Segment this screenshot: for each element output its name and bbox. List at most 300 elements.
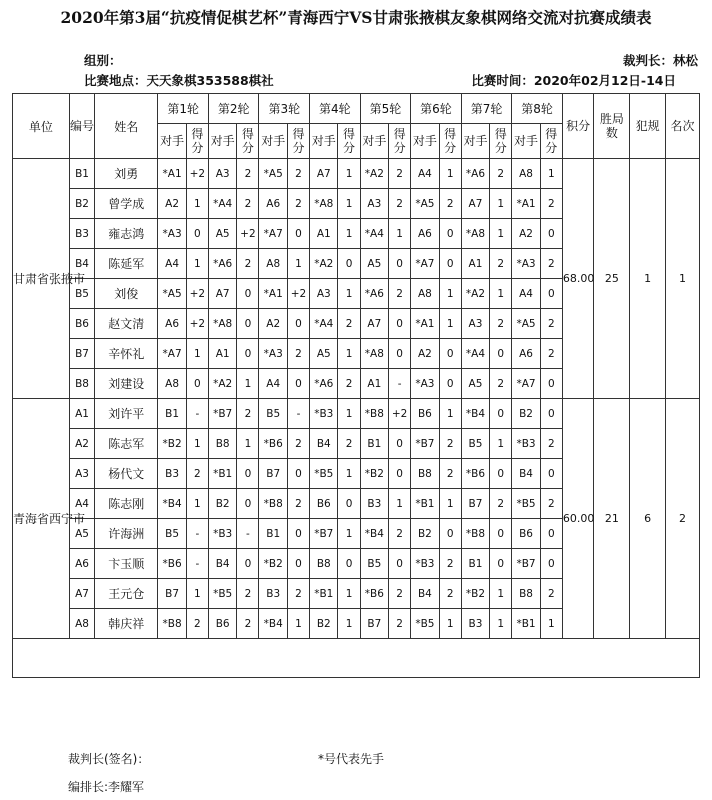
opponent-cell: B6	[310, 489, 338, 519]
round-header: 第2轮	[208, 94, 259, 124]
score-cell: 1	[338, 519, 360, 549]
score-cell: +2	[186, 309, 208, 339]
player-number: A5	[69, 519, 94, 549]
referee-signature: 裁判长(签名)：	[68, 752, 150, 766]
score-cell: 0	[287, 459, 309, 489]
opponent-cell: *A2	[360, 159, 388, 189]
opponent-cell: A8	[411, 279, 439, 309]
player-name: 刘勇	[95, 159, 158, 189]
score-cell: 0	[540, 519, 562, 549]
team-rank: 1	[666, 159, 700, 399]
player-number: B2	[69, 189, 94, 219]
score-cell: 1	[490, 609, 512, 639]
opponent-cell: B3	[461, 609, 489, 639]
player-name: 王元仓	[95, 579, 158, 609]
score-cell: 1	[338, 189, 360, 219]
score-cell: 0	[439, 219, 461, 249]
arbiter-label: 编排长:李耀军	[68, 780, 145, 794]
opponent-cell: B2	[208, 489, 236, 519]
table-row	[13, 159, 700, 189]
score-cell: -	[237, 519, 259, 549]
opponent-cell: *A1	[411, 309, 439, 339]
player-number: B3	[69, 219, 94, 249]
opponent-header: 对手	[158, 124, 186, 159]
player-number: A1	[69, 399, 94, 429]
opponent-cell: *B7	[208, 399, 236, 429]
player-name: 杨代文	[95, 459, 158, 489]
score-cell: 2	[237, 399, 259, 429]
opponent-cell: *B4	[259, 609, 287, 639]
score-cell: +2	[389, 399, 411, 429]
score-header: 得分	[389, 124, 411, 159]
player-name: 刘俊	[95, 279, 158, 309]
opponent-cell: A4	[512, 279, 540, 309]
wins-header: 胜局数	[594, 94, 630, 159]
opponent-cell: *A7	[411, 249, 439, 279]
score-cell: 0	[389, 459, 411, 489]
player-name: 陈志刚	[95, 489, 158, 519]
opponent-header: 对手	[208, 124, 236, 159]
player-name: 雍志鸿	[95, 219, 158, 249]
score-cell: 0	[338, 549, 360, 579]
opponent-cell: A1	[208, 339, 236, 369]
score-cell: 0	[389, 549, 411, 579]
player-number: B6	[69, 309, 94, 339]
score-cell: 1	[439, 279, 461, 309]
opponent-cell: *B5	[512, 489, 540, 519]
score-cell: +2	[186, 159, 208, 189]
opponent-cell: A2	[259, 309, 287, 339]
opponent-cell: A6	[158, 309, 186, 339]
round-header: 第3轮	[259, 94, 310, 124]
score-header: 得分	[287, 124, 309, 159]
opponent-cell: B6	[512, 519, 540, 549]
score-cell: 0	[287, 309, 309, 339]
score-cell: 2	[389, 159, 411, 189]
opponent-cell: A8	[158, 369, 186, 399]
opponent-header: 对手	[310, 124, 338, 159]
player-number: B4	[69, 249, 94, 279]
referee-label: 裁判长：林松	[622, 53, 698, 68]
opponent-cell: B4	[411, 579, 439, 609]
player-number: A3	[69, 459, 94, 489]
opponent-cell: *B2	[259, 549, 287, 579]
opponent-cell: *A5	[512, 309, 540, 339]
score-cell: 0	[389, 249, 411, 279]
score-cell: 2	[389, 609, 411, 639]
score-header: 得分	[439, 124, 461, 159]
score-cell: 2	[287, 489, 309, 519]
points-header: 积分	[562, 94, 594, 159]
score-cell: 0	[338, 249, 360, 279]
score-cell: 2	[490, 159, 512, 189]
player-name: 许海洲	[95, 519, 158, 549]
team-wins: 21	[594, 399, 630, 639]
opponent-cell: *A4	[208, 189, 236, 219]
score-cell: 2	[237, 159, 259, 189]
score-cell: 2	[237, 579, 259, 609]
first-move-note: *号代表先手	[318, 752, 385, 766]
opponent-cell: *A7	[512, 369, 540, 399]
score-cell: 0	[237, 459, 259, 489]
score-cell: 1	[338, 609, 360, 639]
score-cell: 2	[439, 549, 461, 579]
opponent-cell: A3	[461, 309, 489, 339]
player-number: A4	[69, 489, 94, 519]
opponent-cell: *B1	[411, 489, 439, 519]
opponent-cell: *A3	[158, 219, 186, 249]
score-cell: -	[186, 549, 208, 579]
score-cell: +2	[186, 279, 208, 309]
opponent-cell: *B6	[461, 459, 489, 489]
score-cell: 2	[287, 189, 309, 219]
opponent-cell: A3	[208, 159, 236, 189]
opponent-cell: A6	[512, 339, 540, 369]
opponent-cell: *B2	[158, 429, 186, 459]
opponent-cell: B1	[360, 429, 388, 459]
opponent-cell: *B5	[310, 459, 338, 489]
opponent-cell: *A3	[259, 339, 287, 369]
team-fouls: 6	[630, 399, 666, 639]
score-cell: 1	[490, 219, 512, 249]
opponent-cell: A1	[461, 249, 489, 279]
opponent-cell: A7	[461, 189, 489, 219]
opponent-cell: *B8	[158, 609, 186, 639]
score-cell: 2	[338, 309, 360, 339]
score-cell: 2	[439, 459, 461, 489]
opponent-cell: A8	[259, 249, 287, 279]
opponent-cell: *B8	[360, 399, 388, 429]
opponent-cell: *B6	[259, 429, 287, 459]
score-cell: +2	[287, 279, 309, 309]
score-header: 得分	[540, 124, 562, 159]
player-name: 刘许平	[95, 399, 158, 429]
score-cell: 2	[490, 489, 512, 519]
opponent-cell: B1	[259, 519, 287, 549]
opponent-header: 对手	[411, 124, 439, 159]
player-name: 陈志军	[95, 429, 158, 459]
score-cell: 1	[490, 279, 512, 309]
opponent-cell: *A5	[259, 159, 287, 189]
opponent-cell: B8	[310, 549, 338, 579]
group-label: 组别：	[84, 53, 122, 68]
player-number: A7	[69, 579, 94, 609]
opponent-cell: *A4	[310, 309, 338, 339]
opponent-cell: *B7	[411, 429, 439, 459]
opponent-cell: B4	[512, 459, 540, 489]
score-cell: 1	[439, 399, 461, 429]
player-name: 韩庆祥	[95, 609, 158, 639]
score-cell: 0	[439, 369, 461, 399]
opponent-cell: B3	[158, 459, 186, 489]
score-cell: -	[389, 369, 411, 399]
opponent-cell: B1	[158, 399, 186, 429]
player-number: B5	[69, 279, 94, 309]
opponent-cell: *B1	[512, 609, 540, 639]
team-rank: 2	[666, 399, 700, 639]
player-number: B1	[69, 159, 94, 189]
score-cell: 1	[439, 159, 461, 189]
opponent-cell: A7	[310, 159, 338, 189]
score-cell: 1	[490, 579, 512, 609]
score-header: 得分	[186, 124, 208, 159]
time-label: 比赛时间：2020年02月12日-14日	[471, 73, 676, 88]
score-cell: 2	[540, 189, 562, 219]
score-header: 得分	[338, 124, 360, 159]
opponent-cell: B5	[158, 519, 186, 549]
round-header: 第6轮	[411, 94, 462, 124]
score-cell: 2	[490, 309, 512, 339]
score-cell: 1	[338, 219, 360, 249]
score-cell: 2	[439, 579, 461, 609]
score-cell: 2	[389, 189, 411, 219]
results-table	[12, 93, 700, 678]
score-cell: 1	[389, 489, 411, 519]
score-cell: 0	[287, 219, 309, 249]
score-cell: 0	[389, 309, 411, 339]
opponent-cell: *A8	[360, 339, 388, 369]
score-cell: 1	[439, 309, 461, 339]
team-fouls: 1	[630, 159, 666, 399]
opponent-cell: *B8	[259, 489, 287, 519]
opponent-cell: *A2	[310, 249, 338, 279]
score-cell: 2	[490, 249, 512, 279]
score-cell: +2	[237, 219, 259, 249]
opponent-cell: *B5	[411, 609, 439, 639]
opponent-cell: *A7	[158, 339, 186, 369]
score-cell: 0	[237, 309, 259, 339]
page-title: 2020年第3届“抗疫情促棋艺杯”青海西宁VS甘肃张掖棋友象棋网络交流对抗赛成绩表	[60, 8, 652, 27]
player-name: 赵文清	[95, 309, 158, 339]
score-cell: 1	[338, 159, 360, 189]
opponent-cell: *A5	[158, 279, 186, 309]
round-header: 第1轮	[158, 94, 209, 124]
score-cell: 1	[490, 189, 512, 219]
opponent-header: 对手	[461, 124, 489, 159]
opponent-cell: A6	[411, 219, 439, 249]
score-cell: 1	[186, 579, 208, 609]
opponent-cell: B7	[360, 609, 388, 639]
score-cell: 2	[439, 429, 461, 459]
opponent-cell: B8	[411, 459, 439, 489]
score-cell: 0	[237, 279, 259, 309]
score-cell: 2	[237, 189, 259, 219]
score-cell: -	[186, 519, 208, 549]
score-cell: 2	[540, 339, 562, 369]
score-cell: 0	[237, 549, 259, 579]
opponent-cell: *A3	[411, 369, 439, 399]
player-name: 刘建设	[95, 369, 158, 399]
opponent-cell: B5	[259, 399, 287, 429]
opponent-cell: *A4	[360, 219, 388, 249]
opponent-cell: *A6	[310, 369, 338, 399]
opponent-cell: *B4	[158, 489, 186, 519]
opponent-cell: B6	[208, 609, 236, 639]
score-cell: 0	[237, 339, 259, 369]
score-cell: 0	[186, 369, 208, 399]
player-number: B8	[69, 369, 94, 399]
score-cell: 0	[287, 369, 309, 399]
opponent-cell: *B1	[208, 459, 236, 489]
score-cell: 2	[237, 609, 259, 639]
opponent-cell: B4	[310, 429, 338, 459]
opponent-cell: A5	[360, 249, 388, 279]
score-cell: 1	[186, 189, 208, 219]
opponent-cell: B7	[259, 459, 287, 489]
player-number: A6	[69, 549, 94, 579]
player-number: B7	[69, 339, 94, 369]
score-cell: 2	[186, 459, 208, 489]
score-cell: 2	[389, 519, 411, 549]
score-cell: 0	[186, 219, 208, 249]
opponent-cell: B8	[208, 429, 236, 459]
team-unit: 青海省西宁市	[13, 399, 70, 639]
opponent-cell: A4	[158, 249, 186, 279]
score-cell: 1	[439, 609, 461, 639]
score-cell: 1	[186, 249, 208, 279]
score-cell: 0	[287, 519, 309, 549]
opponent-cell: B2	[310, 609, 338, 639]
score-cell: 1	[490, 429, 512, 459]
opponent-cell: *A6	[461, 159, 489, 189]
team-wins: 25	[594, 159, 630, 399]
opponent-cell: B2	[411, 519, 439, 549]
score-cell: 1	[439, 489, 461, 519]
score-cell: 2	[287, 159, 309, 189]
score-cell: 1	[338, 399, 360, 429]
opponent-cell: B2	[512, 399, 540, 429]
opponent-cell: B7	[461, 489, 489, 519]
opponent-cell: *B7	[310, 519, 338, 549]
team-unit: 甘肃省张掖市	[13, 159, 70, 399]
score-cell: 1	[389, 219, 411, 249]
score-cell: 1	[237, 369, 259, 399]
opponent-cell: A2	[158, 189, 186, 219]
score-cell: 0	[237, 489, 259, 519]
opponent-cell: *A5	[411, 189, 439, 219]
opponent-cell: A5	[310, 339, 338, 369]
score-cell: 1	[186, 489, 208, 519]
score-cell: 1	[540, 159, 562, 189]
opponent-cell: A5	[208, 219, 236, 249]
score-cell: 1	[237, 429, 259, 459]
score-cell: 2	[186, 609, 208, 639]
score-cell: 1	[186, 429, 208, 459]
opponent-cell: *B3	[411, 549, 439, 579]
opponent-cell: A1	[310, 219, 338, 249]
empty-cell	[13, 639, 700, 678]
score-cell: 0	[490, 339, 512, 369]
score-cell: 1	[287, 249, 309, 279]
score-cell: 1	[540, 609, 562, 639]
player-name: 曾学成	[95, 189, 158, 219]
score-cell: 0	[540, 219, 562, 249]
opponent-cell: A5	[461, 369, 489, 399]
opponent-cell: B5	[461, 429, 489, 459]
score-header: 得分	[237, 124, 259, 159]
opponent-header: 对手	[259, 124, 287, 159]
opponent-cell: *A6	[360, 279, 388, 309]
opponent-cell: A3	[360, 189, 388, 219]
score-cell: 2	[338, 369, 360, 399]
score-cell: 2	[237, 249, 259, 279]
score-cell: 2	[540, 249, 562, 279]
rank-header: 名次	[666, 94, 700, 159]
score-cell: -	[287, 399, 309, 429]
opponent-cell: *A4	[461, 339, 489, 369]
number-header: 编号	[69, 94, 94, 159]
opponent-cell: B3	[259, 579, 287, 609]
player-name: 卞玉顺	[95, 549, 158, 579]
opponent-cell: *B5	[208, 579, 236, 609]
score-cell: 0	[338, 489, 360, 519]
score-cell: 0	[490, 519, 512, 549]
round-header: 第7轮	[461, 94, 512, 124]
player-name: 辛怀礼	[95, 339, 158, 369]
opponent-cell: B8	[512, 579, 540, 609]
score-cell: 2	[540, 489, 562, 519]
score-cell: 0	[490, 399, 512, 429]
opponent-cell: *B3	[512, 429, 540, 459]
score-cell: 1	[186, 339, 208, 369]
opponent-cell: *A6	[208, 249, 236, 279]
empty-row	[13, 639, 700, 678]
venue-label: 比赛地点：天天象棋353588棋社	[84, 73, 274, 88]
score-cell: 1	[338, 459, 360, 489]
unit-header: 单位	[13, 94, 70, 159]
score-cell: 0	[389, 339, 411, 369]
opponent-cell: B5	[360, 549, 388, 579]
score-cell: 0	[287, 549, 309, 579]
opponent-cell: *B4	[461, 399, 489, 429]
table-row	[13, 399, 700, 429]
opponent-cell: *A8	[310, 189, 338, 219]
opponent-cell: B1	[461, 549, 489, 579]
score-cell: 0	[439, 519, 461, 549]
score-cell: 1	[338, 579, 360, 609]
score-cell: 2	[439, 189, 461, 219]
opponent-cell: A1	[360, 369, 388, 399]
score-cell: 2	[389, 579, 411, 609]
opponent-cell: *A1	[158, 159, 186, 189]
score-cell: 0	[540, 279, 562, 309]
opponent-cell: *A1	[259, 279, 287, 309]
score-cell: 1	[338, 279, 360, 309]
opponent-cell: *A2	[461, 279, 489, 309]
player-name: 陈延军	[95, 249, 158, 279]
opponent-cell: *B1	[310, 579, 338, 609]
opponent-cell: *A3	[512, 249, 540, 279]
round-header: 第5轮	[360, 94, 411, 124]
score-cell: 0	[490, 549, 512, 579]
score-cell: 2	[338, 429, 360, 459]
opponent-cell: *A1	[512, 189, 540, 219]
opponent-cell: A8	[512, 159, 540, 189]
opponent-cell: A2	[512, 219, 540, 249]
score-cell: 2	[287, 339, 309, 369]
score-cell: 2	[287, 429, 309, 459]
opponent-cell: *A8	[208, 309, 236, 339]
score-cell: 2	[389, 279, 411, 309]
opponent-cell: *B2	[461, 579, 489, 609]
round-header: 第8轮	[512, 94, 563, 124]
opponent-cell: *B2	[360, 459, 388, 489]
score-cell: 1	[338, 339, 360, 369]
opponent-cell: *A8	[461, 219, 489, 249]
opponent-header: 对手	[512, 124, 540, 159]
score-cell: 0	[439, 249, 461, 279]
opponent-cell: B4	[208, 549, 236, 579]
